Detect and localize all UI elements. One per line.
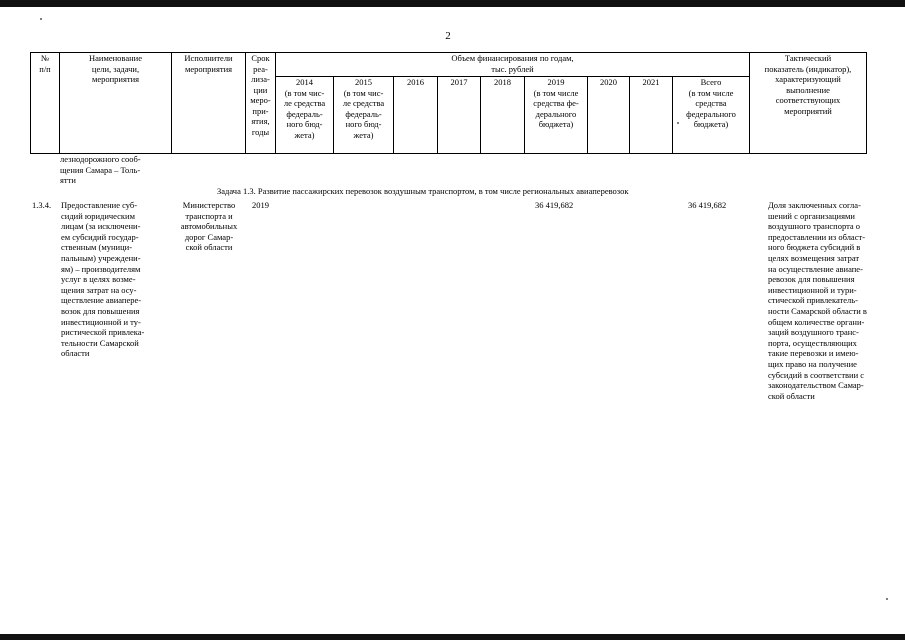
scan-speck — [677, 122, 679, 124]
row-name: Предоставление суб- сидий юридическим лицам (за исключени- ем субсидий государ- ственным (муници- пальным) учреждени- ям) – производителям услуг в целях возме- щения затрат на осу- ществление авиапере- возок для повышения инвестиционной и ту- ристической привлека- тельности Самарской области — [61, 200, 145, 359]
header-total: Всего (в том числе средства федерального бюджета) — [673, 77, 750, 154]
row-total: 36 419,682 — [688, 200, 727, 210]
scan-speck — [40, 18, 42, 20]
header-year-2017: 2017 — [438, 77, 481, 154]
header-executors: Исполнители мероприятия — [172, 53, 246, 154]
header-term: Срок реа- лиза- ции меро- при- ятия, годы — [246, 53, 276, 154]
header-year-2019: 2019 (в том числе средства фе- дерального бюджета) — [525, 77, 588, 154]
header-year-2018: 2018 — [481, 77, 525, 154]
header-year-2016: 2016 — [394, 77, 438, 154]
header-indicator: Тактический показатель (индикатор), характеризующий выполнение соответствующих мероприятий — [750, 53, 867, 154]
header-year-2014: 2014 (в том чис- ле средства федераль- ного бюд- жета) — [276, 77, 334, 154]
continuation-text: лезнодорожного сооб- щения Самара – Толь- ятти — [60, 154, 141, 186]
row-executor: Министерство транспорта и автомобильных дорог Самар- ской области — [180, 200, 238, 253]
row-indicator: Доля заключенных согла- шений с организациями воздушного транспорта о предоставлении из област- ного бюджета субсидий в целях возмещения затрат на осуществление авиапе- ревозок для повышения инвестиционной и тури- стической привлекатель- ности Самарской области в общем количестве органи- заций воздушного транс- порта, осуществляющих такие перевозки и имею- щих право на получение субсидий в соответствии с законодательством Самар- ской области — [768, 200, 867, 401]
scan-top-border — [0, 0, 905, 7]
page-number: 2 — [445, 30, 451, 42]
header-num: № п/п — [31, 53, 60, 154]
row-number: 1.3.4. — [32, 200, 52, 210]
header-year-2020: 2020 — [588, 77, 630, 154]
row-year: 2019 — [252, 200, 269, 210]
task-title: Задача 1.3. Развитие пассажирских перевозок воздушным транспортом, в том числе региональных авиаперевозок — [217, 186, 629, 196]
header-name: Наименование цели, задачи, мероприятия — [60, 53, 172, 154]
header-year-2015: 2015 (в том чис- ле средства федераль- ного бюд- жета) — [334, 77, 394, 154]
header-year-2021: 2021 — [630, 77, 673, 154]
header-funding: Объем финансирования по годам, тыс. рублей — [276, 53, 750, 77]
scan-bottom-border — [0, 634, 905, 640]
row-value-2019: 36 419,682 — [535, 200, 574, 210]
scan-speck — [886, 598, 888, 600]
header-table — [30, 52, 867, 154]
